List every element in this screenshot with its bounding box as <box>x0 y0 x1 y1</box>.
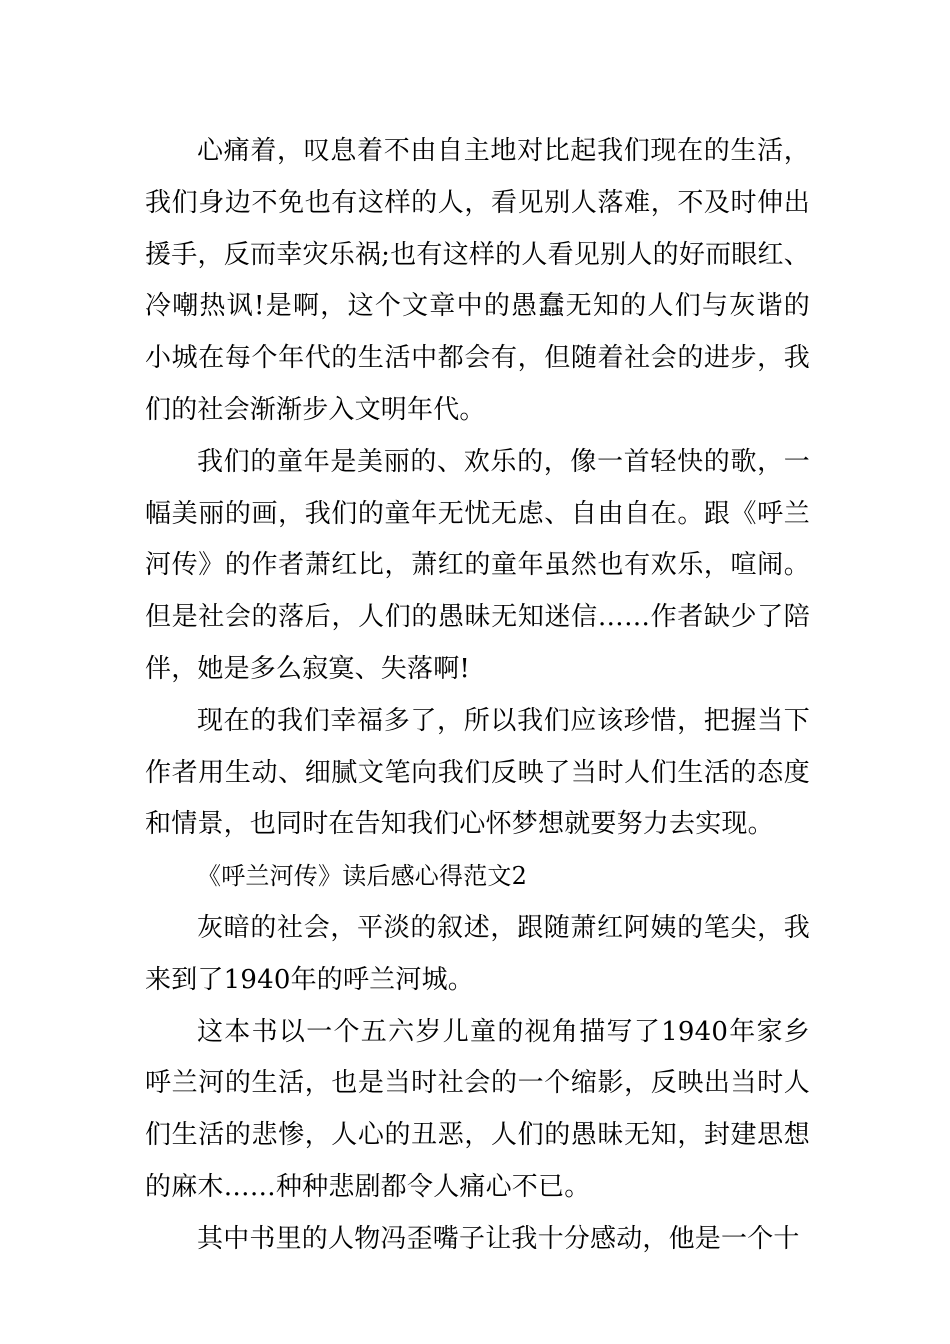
paragraph-1: 心痛着，叹息着不由自主地对比起我们现在的生活，我们身边不免也有这样的人，看见别人落难，不及时伸出援手，反而幸灾乐祸;也有这样的人看见别人的好而眼红、冷嘲热讽!是啊，这个文章中的愚蠢无知的人们与灰谐的小城在每个年代的生活中都会有，但随着社会的进步，我们的社会渐渐步入文明年代。 <box>145 136 810 425</box>
paragraph-3: 现在的我们幸福多了，所以我们应该珍惜，把握当下作者用生动、细腻文笔向我们反映了当时人们生活的态度和情景，也同时在告知我们心怀梦想就要努力去实现。 <box>145 705 810 840</box>
paragraph-2: 我们的童年是美丽的、欢乐的，像一首轻快的歌，一幅美丽的画，我们的童年无忧无虑、自由自在。跟《呼兰河传》的作者萧红比，萧红的童年虽然也有欢乐，喧闹。但是社会的落后，人们的愚昧无知迷信……作者缺少了陪伴，她是多么寂寞、失落啊! <box>145 446 810 684</box>
section-heading: 《呼兰河传》读后感心得范文2 <box>197 862 528 891</box>
paragraph-6: 其中书里的人物冯歪嘴子让我十分感动，他是一个十 <box>197 1223 800 1254</box>
document-body <box>145 126 810 1266</box>
paragraph-5: 这本书以一个五六岁儿童的视角描写了1940年家乡呼兰河的生活，也是当时社会的一个缩影，反映出当时人们生活的悲惨，人心的丑恶，人们的愚昧无知，封建思想的麻木……种种悲剧都令人痛心不已。 <box>145 1016 810 1202</box>
paragraph-4: 灰暗的社会，平淡的叙述，跟随萧红阿姨的笔尖，我来到了1940年的呼兰河城。 <box>145 912 810 995</box>
